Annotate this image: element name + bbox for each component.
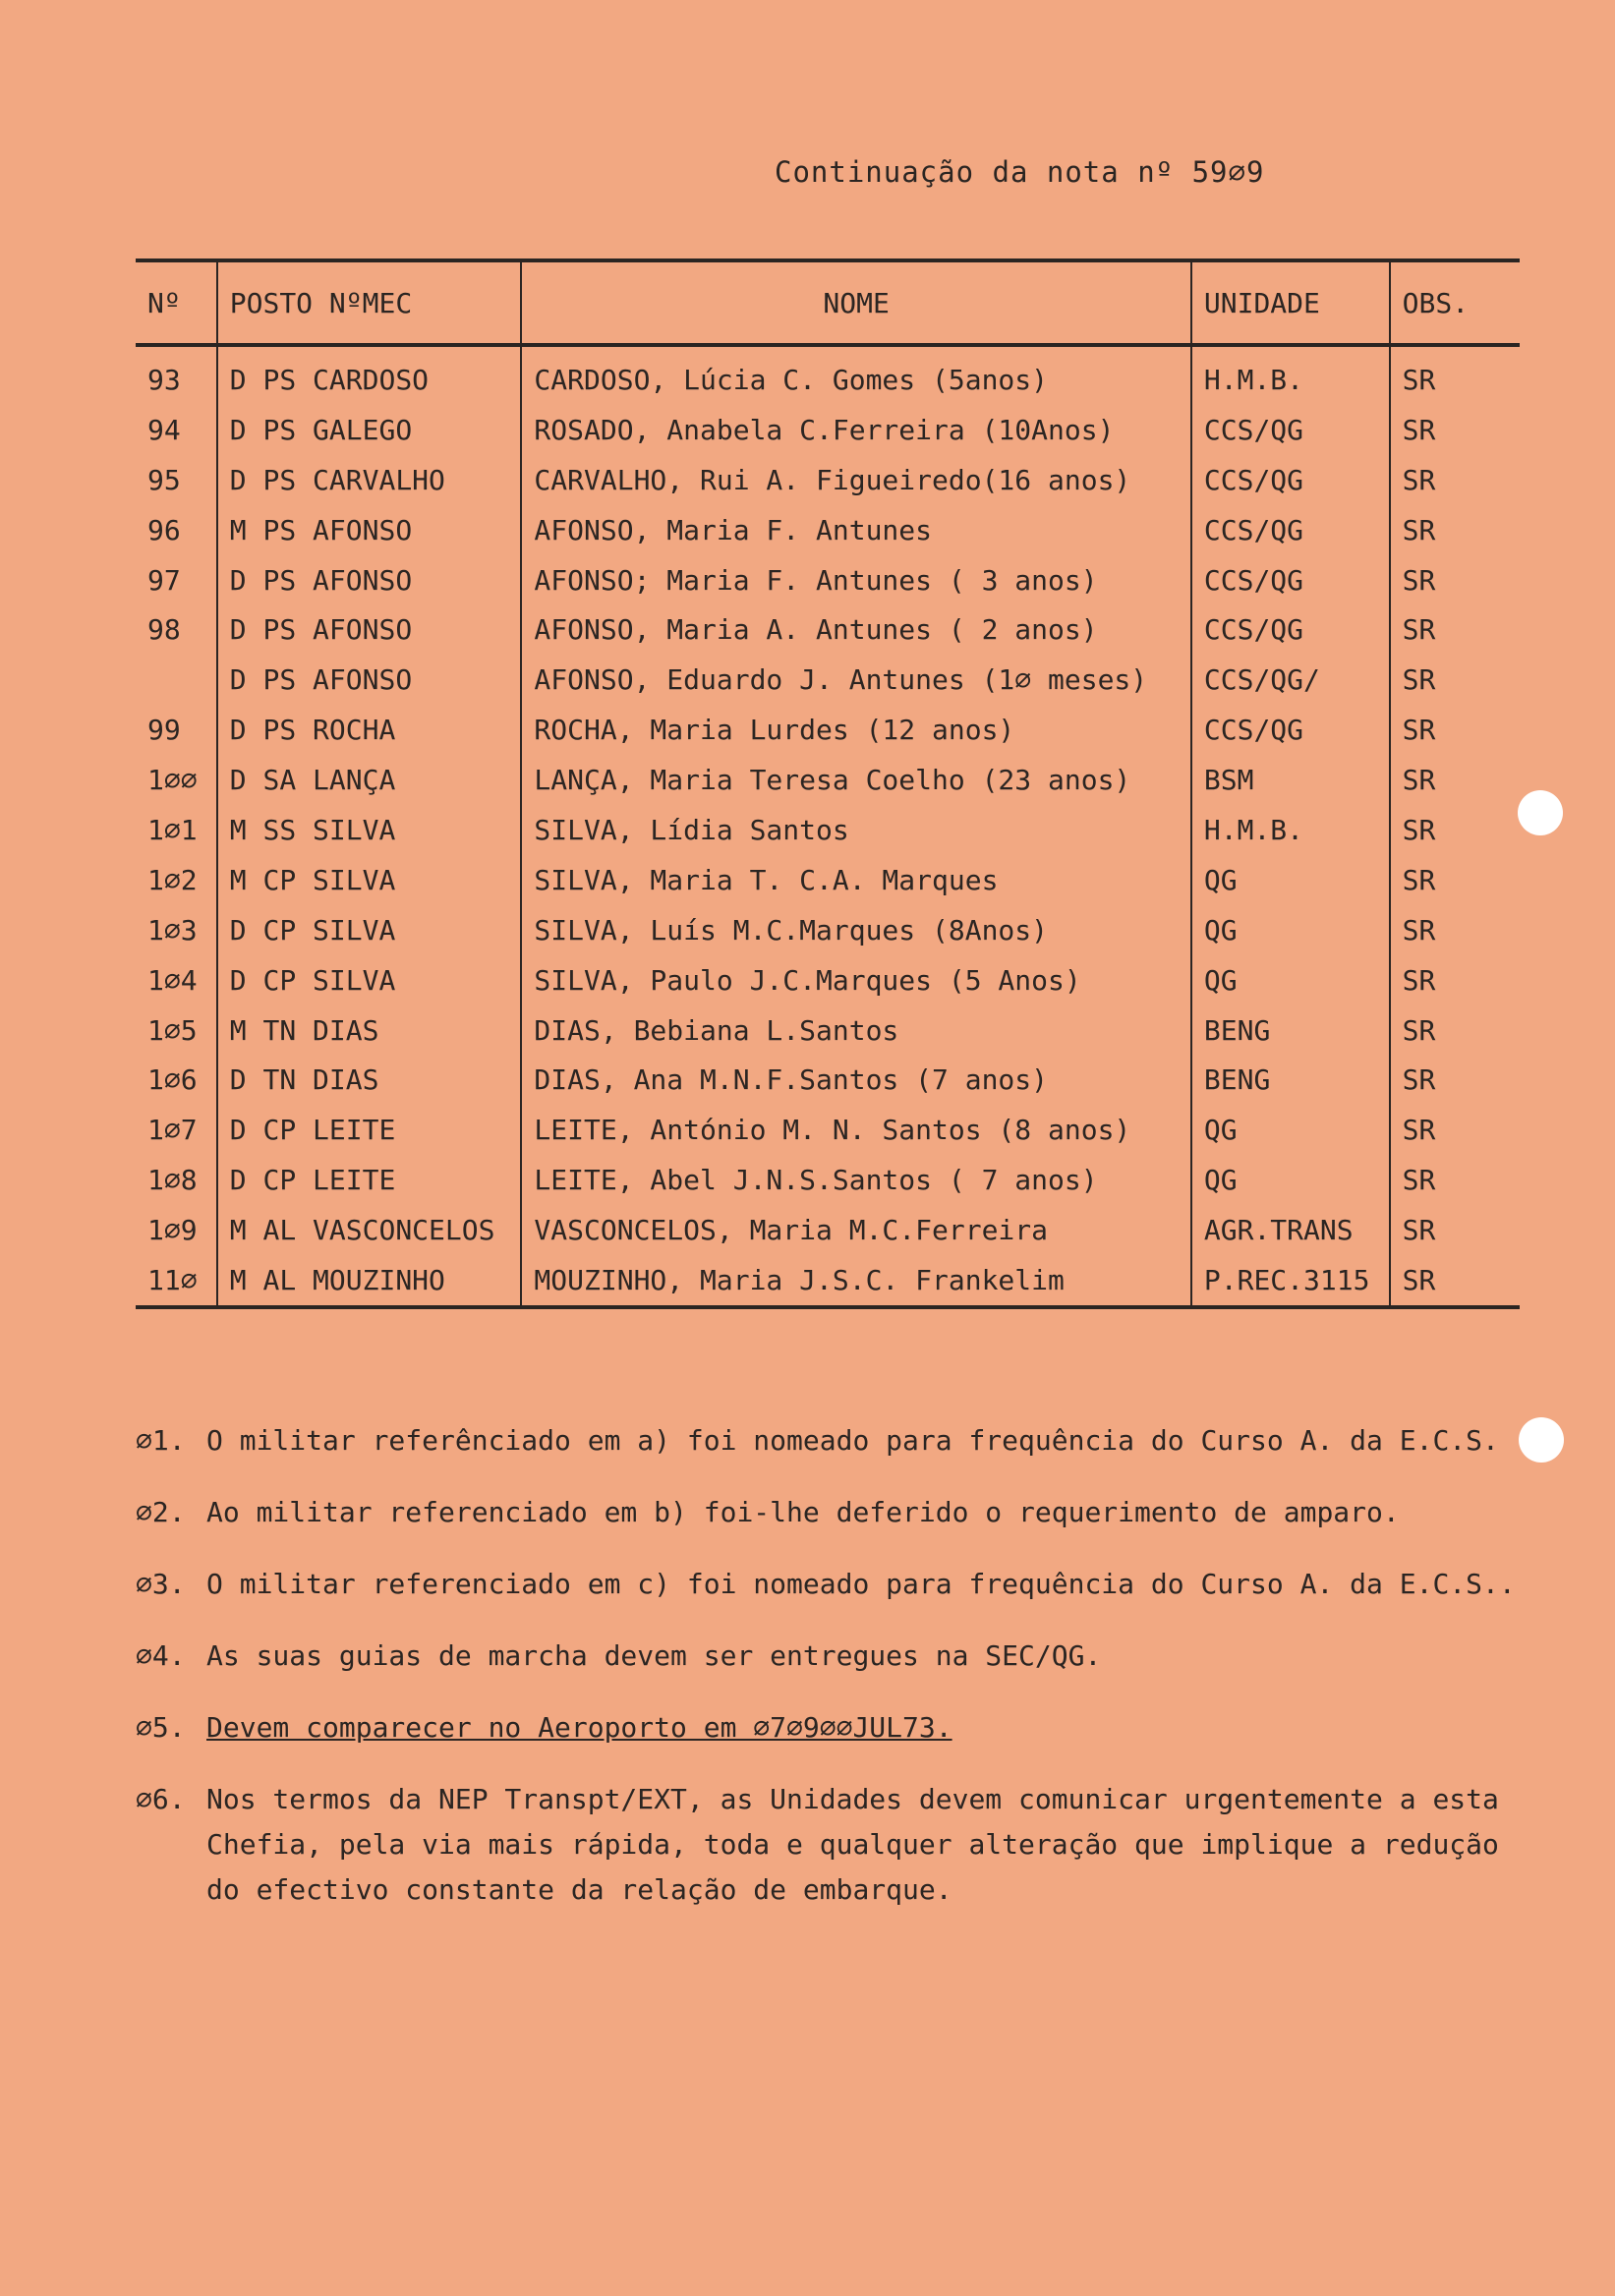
cell-posto: D SA LANÇA	[217, 755, 522, 805]
table-row	[136, 905, 1520, 955]
table-header-row	[136, 260, 1520, 345]
cell-unidade: P.REC.3115	[1191, 1255, 1390, 1307]
cell-obs: SR	[1390, 655, 1520, 705]
cell-posto: D PS AFONSO	[217, 655, 522, 705]
cell-no: 93	[147, 363, 181, 396]
cell-nome: ROSADO, Anabela C.Ferreira (10Anos)	[521, 405, 1190, 455]
notes-section	[136, 1418, 1531, 1939]
table-row	[136, 805, 1520, 855]
cell-unidade: QG	[1191, 1155, 1390, 1205]
col-header-unidade: UNIDADE	[1191, 260, 1390, 345]
table-row	[136, 1055, 1520, 1105]
cell-no: 1∅2	[147, 863, 198, 896]
cell-unidade: QG	[1191, 905, 1390, 955]
cell-no: 99	[147, 714, 181, 747]
cell-posto: D CP SILVA	[217, 905, 522, 955]
table-row	[136, 1105, 1520, 1155]
col-header-posto: POSTO NºMEC	[217, 260, 522, 345]
cell-no	[136, 655, 217, 705]
note-number: ∅5.	[136, 1711, 186, 1744]
cell-nome: SILVA, Paulo J.C.Marques (5 Anos)	[521, 955, 1190, 1005]
cell-nome: CARVALHO, Rui A. Figueiredo(16 anos)	[521, 455, 1190, 505]
table-row	[136, 855, 1520, 905]
cell-obs: SR	[1390, 1005, 1520, 1056]
cell-no: 1∅1	[147, 813, 198, 846]
cell-nome: LEITE, Abel J.N.S.Santos ( 7 anos)	[521, 1155, 1190, 1205]
cell-obs: SR	[1390, 1205, 1520, 1255]
cell-posto: M SS SILVA	[217, 805, 522, 855]
cell-nome: DIAS, Ana M.N.F.Santos (7 anos)	[521, 1055, 1190, 1105]
cell-posto: D PS AFONSO	[217, 604, 522, 655]
cell-unidade: H.M.B.	[1191, 805, 1390, 855]
cell-unidade: CCS/QG	[1191, 505, 1390, 555]
cell-no: 97	[147, 563, 181, 597]
punch-hole	[1519, 1417, 1564, 1463]
cell-no: 1∅∅	[147, 764, 198, 797]
note-number: ∅3.	[136, 1568, 186, 1600]
cell-unidade: BENG	[1191, 1005, 1390, 1056]
table-body	[136, 345, 1520, 1307]
cell-obs: SR	[1390, 345, 1520, 405]
cell-posto: D PS ROCHA	[217, 705, 522, 755]
cell-posto: D CP SILVA	[217, 955, 522, 1005]
cell-no: 11∅	[147, 1263, 198, 1296]
table-row	[136, 455, 1520, 505]
table-row	[136, 505, 1520, 555]
note-number: ∅2.	[136, 1496, 186, 1528]
cell-obs: SR	[1390, 805, 1520, 855]
cell-nome: SILVA, Lídia Santos	[521, 805, 1190, 855]
cell-posto: D CP LEITE	[217, 1155, 522, 1205]
cell-no: 1∅6	[147, 1063, 198, 1097]
note-item	[136, 1705, 1531, 1751]
cell-nome: DIAS, Bebiana L.Santos	[521, 1005, 1190, 1056]
cell-nome: LEITE, António M. N. Santos (8 anos)	[521, 1105, 1190, 1155]
cell-nome: AFONSO, Eduardo J. Antunes (1∅ meses)	[521, 655, 1190, 705]
cell-obs: SR	[1390, 855, 1520, 905]
cell-obs: SR	[1390, 755, 1520, 805]
note-text: As suas guias de marcha devem ser entregues na SEC/QG.	[206, 1639, 1102, 1672]
cell-no: 1∅5	[147, 1013, 198, 1047]
cell-posto: M TN DIAS	[217, 1005, 522, 1056]
cell-unidade: CCS/QG	[1191, 555, 1390, 605]
cell-posto: D PS CARVALHO	[217, 455, 522, 505]
table-row	[136, 1205, 1520, 1255]
cell-nome: AFONSO, Maria A. Antunes ( 2 anos)	[521, 604, 1190, 655]
cell-nome: VASCONCELOS, Maria M.C.Ferreira	[521, 1205, 1190, 1255]
note-number: ∅6.	[136, 1783, 186, 1815]
cell-unidade: BENG	[1191, 1055, 1390, 1105]
personnel-table	[136, 258, 1520, 1309]
cell-obs: SR	[1390, 604, 1520, 655]
cell-obs: SR	[1390, 905, 1520, 955]
cell-nome: SILVA, Maria T. C.A. Marques	[521, 855, 1190, 905]
col-header-nome: NOME	[521, 260, 1190, 345]
table-row	[136, 955, 1520, 1005]
cell-obs: SR	[1390, 405, 1520, 455]
cell-obs: SR	[1390, 505, 1520, 555]
note-text: Devem comparecer no Aeroporto em ∅7∅9∅∅JUL73.	[206, 1711, 952, 1744]
table-row	[136, 705, 1520, 755]
cell-nome: CARDOSO, Lúcia C. Gomes (5anos)	[521, 345, 1190, 405]
cell-nome: LANÇA, Maria Teresa Coelho (23 anos)	[521, 755, 1190, 805]
note-text: Ao militar referenciado em b) foi-lhe deferido o requerimento de amparo.	[206, 1496, 1400, 1528]
cell-nome: ROCHA, Maria Lurdes (12 anos)	[521, 705, 1190, 755]
note-item	[136, 1490, 1531, 1535]
note-text: Nos termos da NEP Transpt/EXT, as Unidades devem comunicar urgentemente a esta Chefia, pela via mais rápida, toda e qualquer alteração que implique a redução do efectivo constante da relação de embarque.	[206, 1783, 1499, 1906]
table-row	[136, 555, 1520, 605]
cell-unidade: QG	[1191, 855, 1390, 905]
cell-posto: D TN DIAS	[217, 1055, 522, 1105]
punch-hole	[1518, 790, 1563, 835]
table-row	[136, 655, 1520, 705]
cell-no: 1∅7	[147, 1114, 198, 1147]
note-text: O militar referenciado em c) foi nomeado para frequência do Curso A. da E.C.S..	[206, 1568, 1516, 1600]
table-row	[136, 1255, 1520, 1307]
cell-nome: AFONSO; Maria F. Antunes ( 3 anos)	[521, 555, 1190, 605]
cell-posto: D CP LEITE	[217, 1105, 522, 1155]
cell-no: 96	[147, 513, 181, 546]
cell-no: 98	[147, 613, 181, 647]
cell-unidade: AGR.TRANS	[1191, 1205, 1390, 1255]
table-row	[136, 1155, 1520, 1205]
cell-posto: D PS AFONSO	[217, 555, 522, 605]
cell-posto: D PS CARDOSO	[217, 345, 522, 405]
cell-obs: SR	[1390, 455, 1520, 505]
col-header-no: Nº	[136, 260, 217, 345]
cell-no: 94	[147, 413, 181, 446]
cell-unidade: CCS/QG	[1191, 705, 1390, 755]
col-header-obs: OBS.	[1390, 260, 1520, 345]
cell-posto: M AL VASCONCELOS	[217, 1205, 522, 1255]
note-item	[136, 1562, 1531, 1607]
table-row	[136, 405, 1520, 455]
cell-obs: SR	[1390, 1055, 1520, 1105]
cell-posto: M AL MOUZINHO	[217, 1255, 522, 1307]
cell-nome: MOUZINHO, Maria J.S.C. Frankelim	[521, 1255, 1190, 1307]
cell-posto: D PS GALEGO	[217, 405, 522, 455]
cell-obs: SR	[1390, 1155, 1520, 1205]
cell-obs: SR	[1390, 705, 1520, 755]
note-number: ∅1.	[136, 1424, 186, 1457]
cell-nome: SILVA, Luís M.C.Marques (8Anos)	[521, 905, 1190, 955]
cell-unidade: CCS/QG	[1191, 405, 1390, 455]
table-row	[136, 755, 1520, 805]
cell-nome: AFONSO, Maria F. Antunes	[521, 505, 1190, 555]
cell-unidade: H.M.B.	[1191, 345, 1390, 405]
note-item	[136, 1634, 1531, 1679]
cell-unidade: QG	[1191, 955, 1390, 1005]
note-item	[136, 1777, 1531, 1913]
cell-posto: M CP SILVA	[217, 855, 522, 905]
cell-obs: SR	[1390, 1105, 1520, 1155]
cell-obs: SR	[1390, 955, 1520, 1005]
cell-obs: SR	[1390, 555, 1520, 605]
table-row	[136, 1005, 1520, 1056]
cell-unidade: CCS/QG	[1191, 455, 1390, 505]
header-note: Continuação da nota nº 59∅9	[775, 155, 1265, 189]
note-number: ∅4.	[136, 1639, 186, 1672]
table-row	[136, 345, 1520, 405]
note-text: O militar referênciado em a) foi nomeado para frequência do Curso A. da E.C.S.	[206, 1424, 1499, 1457]
cell-no: 95	[147, 463, 181, 496]
table-row	[136, 604, 1520, 655]
cell-no: 1∅8	[147, 1164, 198, 1197]
cell-no: 1∅9	[147, 1214, 198, 1247]
cell-posto: M PS AFONSO	[217, 505, 522, 555]
cell-unidade: CCS/QG	[1191, 604, 1390, 655]
cell-unidade: QG	[1191, 1105, 1390, 1155]
cell-no: 1∅4	[147, 963, 198, 997]
cell-unidade: CCS/QG/	[1191, 655, 1390, 705]
cell-no: 1∅3	[147, 913, 198, 947]
cell-obs: SR	[1390, 1255, 1520, 1307]
note-item	[136, 1418, 1531, 1464]
cell-unidade: BSM	[1191, 755, 1390, 805]
